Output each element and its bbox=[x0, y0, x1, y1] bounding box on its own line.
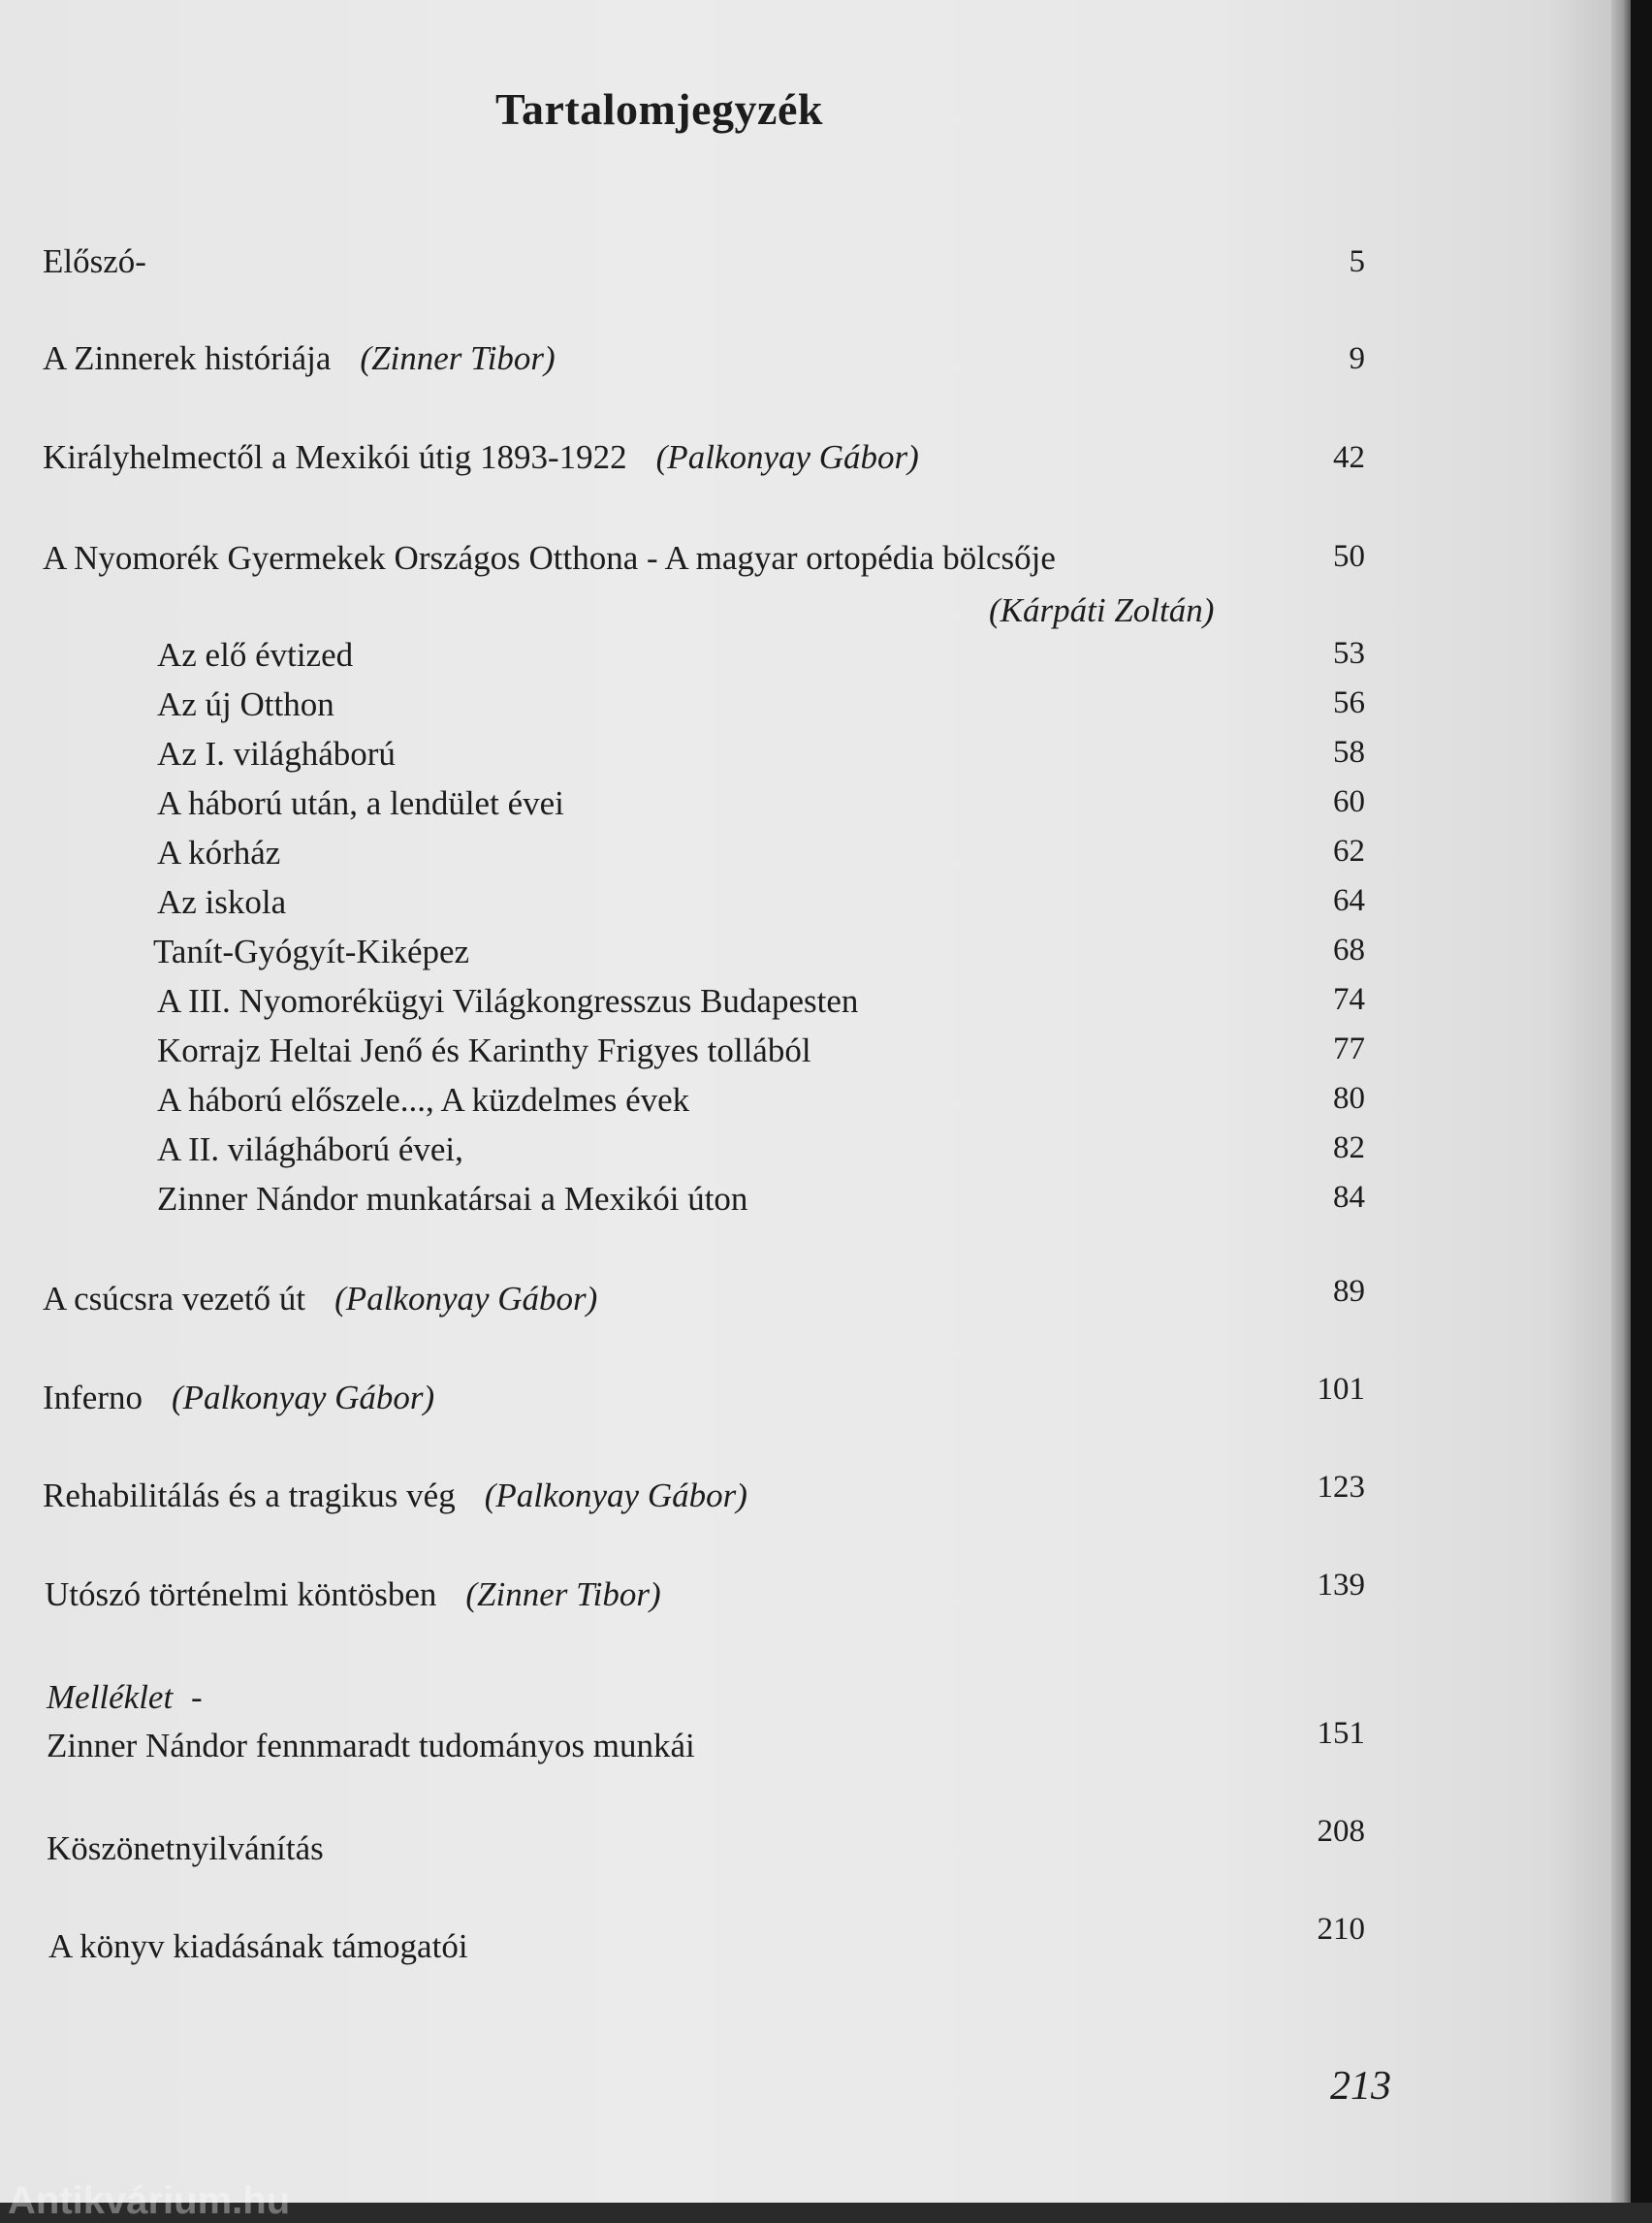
page-title: Tartalomjegyzék bbox=[495, 84, 823, 134]
toc-entry-tamogatok: A könyv kiadásának támogatói bbox=[48, 1927, 468, 1965]
toc-page-number: 62 bbox=[1333, 834, 1365, 869]
toc-entry-utoszo bbox=[45, 1575, 661, 1614]
toc-entry-title: Utószó történelmi köntösben bbox=[45, 1575, 437, 1613]
toc-page-number: 84 bbox=[1333, 1180, 1365, 1215]
toc-entry-rehabilitalas bbox=[43, 1477, 747, 1515]
toc-page-number: 123 bbox=[1317, 1470, 1365, 1505]
toc-page-number: 56 bbox=[1333, 685, 1365, 720]
toc-subentry: Az új Otthon bbox=[157, 685, 334, 723]
toc-subentry: Tanít-Gyógyít-Kiképez bbox=[153, 933, 470, 970]
appendix-label: Melléklet bbox=[47, 1678, 174, 1716]
toc-subentry: Az elő évtized bbox=[157, 636, 354, 674]
toc-entry-author: (Palkonyay Gábor) bbox=[655, 438, 919, 476]
toc-entry-title: A Zinnerek históriája bbox=[43, 339, 332, 377]
toc-page-number: 101 bbox=[1317, 1372, 1365, 1407]
toc-subentry: A III. Nyomorékügyi Világkongresszus Budapesten bbox=[157, 982, 859, 1020]
toc-page-number: 208 bbox=[1317, 1814, 1365, 1849]
toc-page-number: 58 bbox=[1333, 735, 1365, 770]
watermark: Antikvárium.hu bbox=[8, 2179, 291, 2222]
toc-entry-kiralyhelmec bbox=[43, 438, 919, 477]
toc-subentry: Az iskola bbox=[157, 883, 287, 921]
toc-page-number: 5 bbox=[1349, 244, 1365, 279]
toc-page-number: 80 bbox=[1333, 1081, 1365, 1116]
toc-entry-csucs bbox=[43, 1280, 597, 1318]
toc-entry-author: (Palkonyay Gábor) bbox=[484, 1477, 747, 1514]
toc-entry-title: A Nyomorék Gyermekek Országos Otthona - A magyar ortopédia bölcsője bbox=[43, 539, 1056, 577]
toc-entry-nyomorek bbox=[43, 539, 1056, 578]
toc-entry-title: A csúcsra vezető út bbox=[43, 1280, 306, 1318]
toc-entry-title: Előszó- bbox=[43, 242, 146, 280]
toc-subentry: A háború előszele..., A küzdelmes évek bbox=[157, 1081, 690, 1119]
toc-page-number: 50 bbox=[1333, 539, 1365, 574]
toc-entry-preface bbox=[43, 242, 146, 281]
toc-page-number: 139 bbox=[1317, 1568, 1365, 1603]
toc-entry-title: Királyhelmectől a Mexikói útig 1893-1922 bbox=[43, 438, 627, 476]
book-cover-edge bbox=[1631, 0, 1652, 2203]
toc-subentry: A kórház bbox=[157, 834, 281, 872]
toc-subentry: Zinner Nándor munkatársai a Mexikói úton bbox=[157, 1180, 748, 1218]
toc-entry-author: (Zinner Tibor) bbox=[360, 339, 556, 377]
toc-page-number: 64 bbox=[1333, 883, 1365, 918]
toc-entry-title: Inferno bbox=[43, 1379, 143, 1416]
toc-entry-koszonet: Köszönetnyilvánítás bbox=[47, 1829, 324, 1867]
toc-appendix-label bbox=[47, 1678, 203, 1717]
toc-page-number: 42 bbox=[1333, 440, 1365, 475]
toc-page-number: 9 bbox=[1349, 341, 1365, 376]
appendix-dash: - bbox=[182, 1678, 203, 1716]
toc-page-number: 89 bbox=[1333, 1274, 1365, 1309]
toc-page-number: 210 bbox=[1317, 1912, 1365, 1947]
toc-entry-author: (Zinner Tibor) bbox=[465, 1575, 661, 1613]
toc-page-number: 60 bbox=[1333, 784, 1365, 819]
toc-page-number: 68 bbox=[1333, 933, 1365, 968]
toc-page-number: 53 bbox=[1333, 636, 1365, 671]
toc-entry-zinnerek bbox=[43, 339, 556, 378]
toc-subentry: A II. világháború évei, bbox=[157, 1130, 463, 1168]
toc-entry-author: (Palkonyay Gábor) bbox=[172, 1379, 435, 1416]
page-edge bbox=[1611, 0, 1631, 2203]
page-folio-number: 213 bbox=[1330, 2064, 1391, 2109]
toc-subentry: Az I. világháború bbox=[157, 735, 396, 773]
toc-page-number: 82 bbox=[1333, 1130, 1365, 1165]
toc-subentry: Korrajz Heltai Jenő és Karinthy Frigyes tollából bbox=[157, 1032, 811, 1069]
toc-page-number: 77 bbox=[1333, 1032, 1365, 1066]
toc-page-number: 74 bbox=[1333, 982, 1365, 1017]
toc-entry-inferno bbox=[43, 1379, 434, 1417]
toc-entry-author: (Kárpáti Zoltán) bbox=[989, 591, 1215, 629]
toc-appendix-title: Zinner Nándor fennmaradt tudományos munkái bbox=[47, 1727, 695, 1764]
toc-page-number: 151 bbox=[1317, 1716, 1365, 1751]
toc-subentry: A háború után, a lendület évei bbox=[157, 784, 564, 822]
toc-entry-author: (Palkonyay Gábor) bbox=[334, 1280, 598, 1318]
toc-entry-title: Rehabilitálás és a tragikus vég bbox=[43, 1477, 456, 1514]
